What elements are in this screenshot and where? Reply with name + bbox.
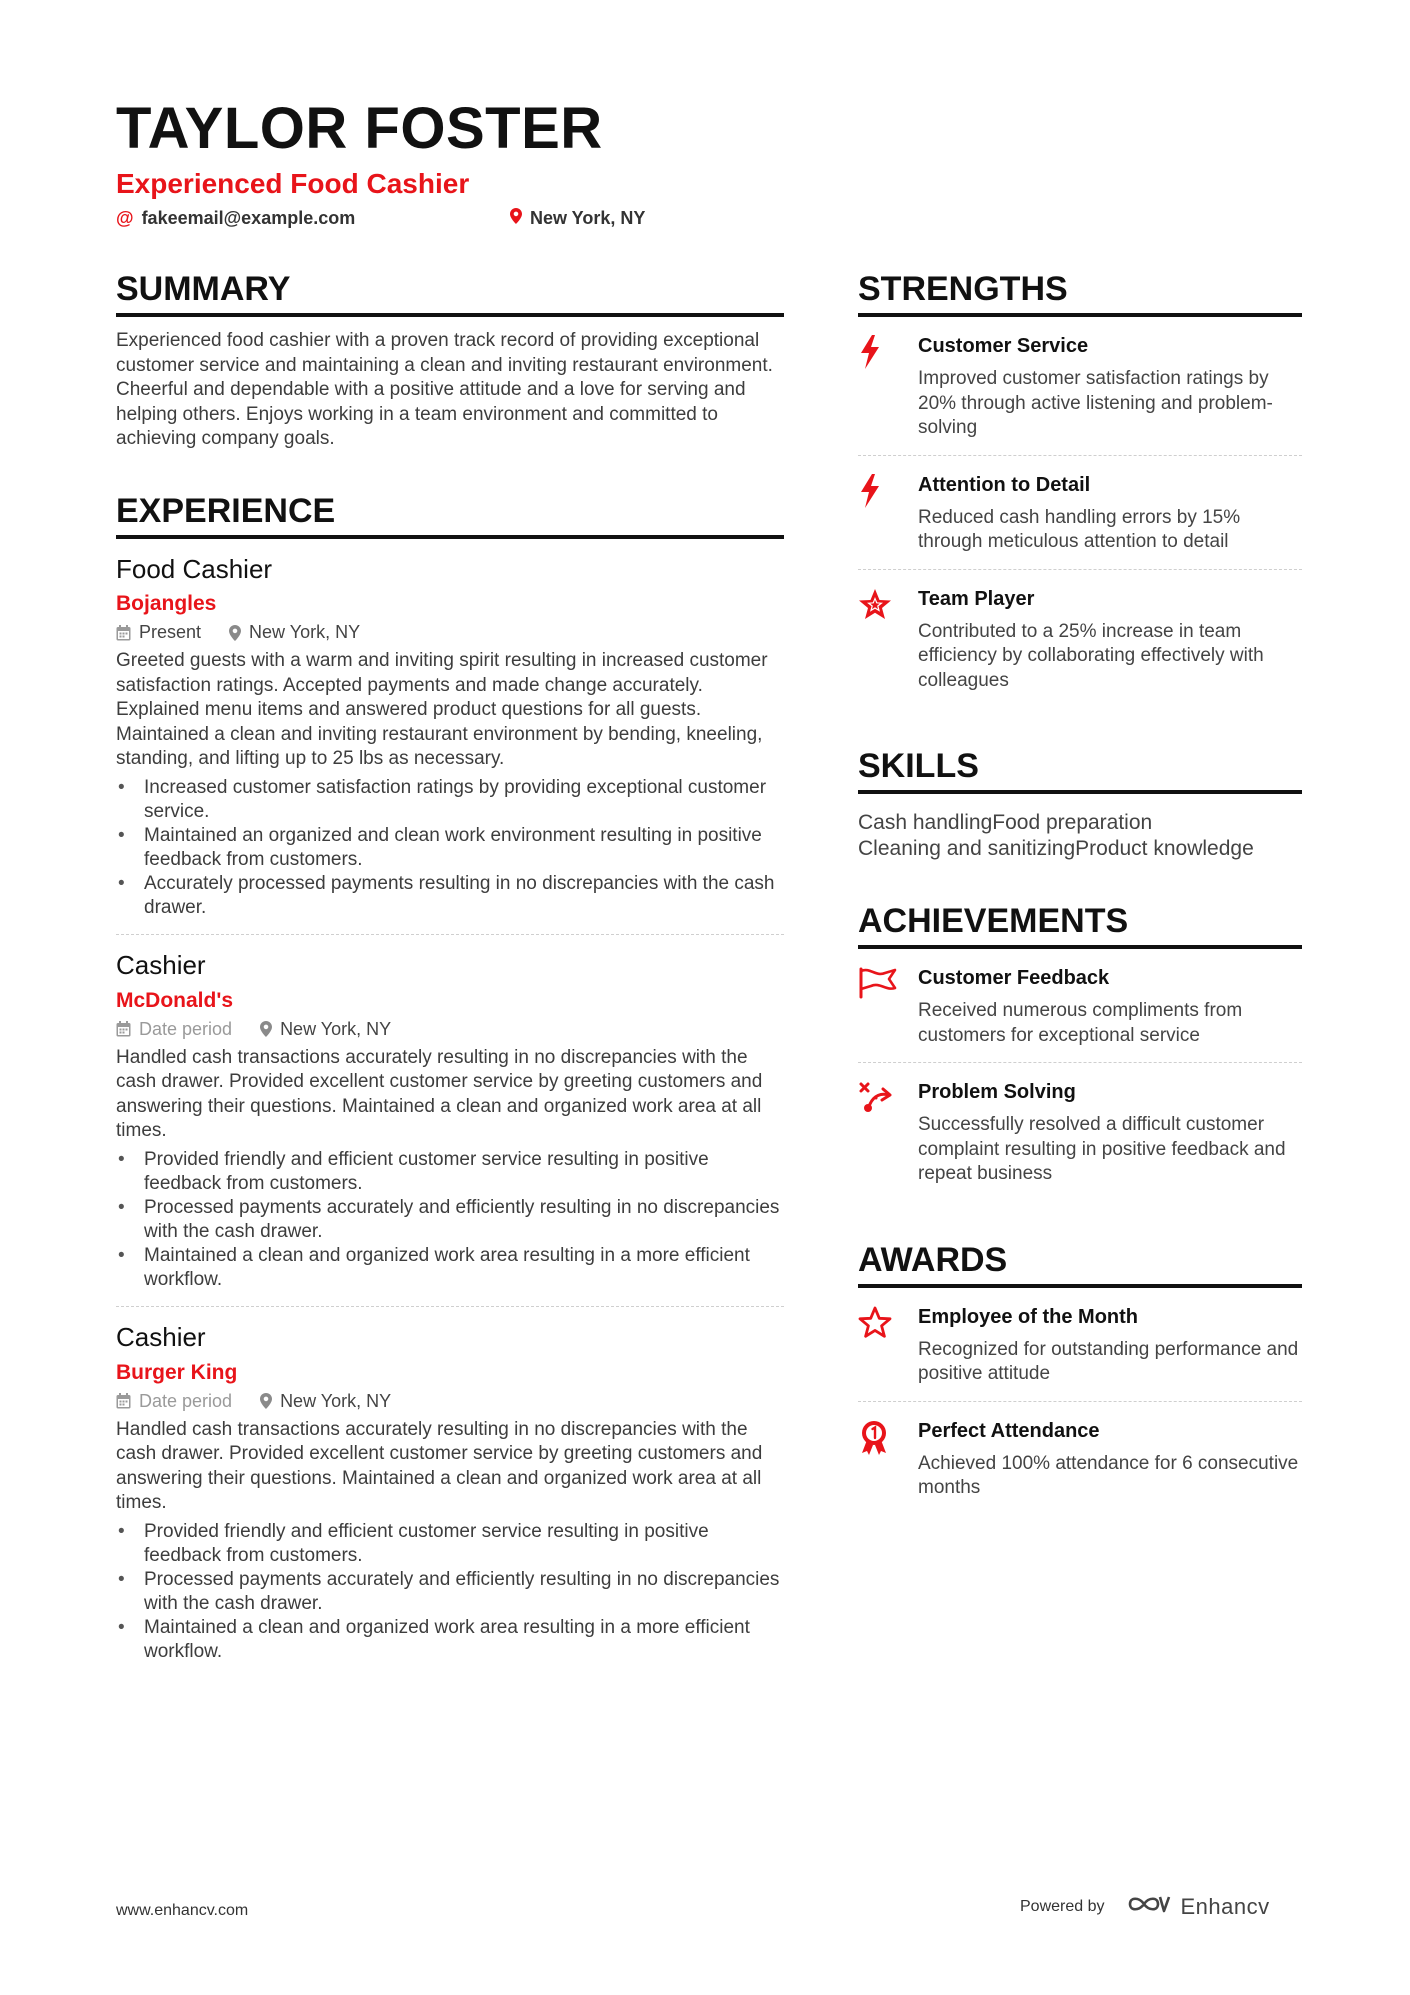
job-title: Cashier <box>116 1321 206 1352</box>
calendar-icon <box>116 625 131 641</box>
lightning-icon <box>858 333 918 441</box>
bullet-item: • Accurately processed payments resulting in no discrepancies with the cash drawer. <box>116 872 784 920</box>
job-location: New York, NY <box>280 1390 392 1411</box>
strategy-icon <box>858 1079 918 1187</box>
strengths-section <box>858 270 1302 707</box>
job-meta <box>116 1391 784 1412</box>
star-outline-icon <box>858 1304 918 1387</box>
enhancv-wordmark: Enhancv <box>1180 1894 1270 1919</box>
summary-text: Experienced food cashier with a proven track record of providing exceptional customer service and maintaining a clean and inviting restaurant environment. Cheerful and dependable with a positive attitude and a love for serving and helping others. Enjoys working in a team environment and committed to achieving company goals. <box>116 330 773 450</box>
awards-heading: AWARDS <box>858 1241 1302 1288</box>
job-date: Date period <box>139 1018 233 1039</box>
candidate-name: TAYLOR FOSTER <box>116 96 603 161</box>
job-meta <box>116 622 784 643</box>
enhancv-logo-icon <box>1127 1893 1171 1921</box>
strength-item <box>858 317 1302 456</box>
calendar-icon <box>116 1021 131 1037</box>
bullet-item: • Provided friendly and efficient customer service resulting in positive feedback from customers. <box>116 1520 784 1568</box>
powered-by-label: Powered by <box>1020 1898 1105 1915</box>
skills-heading: SKILLS <box>858 747 1302 794</box>
achievement-title: Problem Solving <box>918 1081 1076 1104</box>
strength-title: Attention to Detail <box>918 473 1091 496</box>
location-pin-icon <box>510 208 522 229</box>
achievements-heading: ACHIEVEMENTS <box>858 902 1302 949</box>
award-item <box>858 1402 1302 1515</box>
skills-line: Cash handlingFood preparation <box>858 811 1153 835</box>
bullet-item: • Maintained a clean and organized work area resulting in a more efficient workflow. <box>116 1616 784 1664</box>
job-title: Cashier <box>116 949 206 980</box>
job-bullets <box>116 776 784 920</box>
award-description: Recognized for outstanding performance and positive attitude <box>918 1338 1299 1385</box>
at-icon: @ <box>116 208 134 228</box>
left-column <box>116 270 784 1678</box>
company-name: McDonald's <box>116 988 234 1012</box>
job-description: Handled cash transactions accurately resulting in no discrepancies with the cash drawer. Provided excellent customer service by greeting customers and answering their questions. Maintained a clean and organized work area at all times. <box>116 1046 763 1142</box>
lightning-icon <box>858 472 918 555</box>
awards-section <box>858 1241 1302 1515</box>
job-location: New York, NY <box>249 622 361 643</box>
summary-section <box>116 270 784 452</box>
job-entry <box>116 539 784 935</box>
location-text: New York, NY <box>530 208 646 228</box>
location-pin-icon <box>229 625 241 641</box>
award-title: Employee of the Month <box>918 1305 1138 1328</box>
job-bullets <box>116 1520 784 1664</box>
job-meta <box>116 1019 784 1040</box>
job-bullets <box>116 1148 784 1292</box>
strength-title: Customer Service <box>918 335 1089 358</box>
job-entry <box>116 935 784 1307</box>
right-column <box>858 270 1302 1555</box>
company-name: Bojangles <box>116 592 217 616</box>
bullet-item: • Maintained an organized and clean work environment resulting in positive feedback from customers. <box>116 824 784 872</box>
strength-title: Team Player <box>918 587 1035 610</box>
footer-website[interactable]: www.enhancv.com <box>116 1902 249 1919</box>
experience-section <box>116 492 784 1678</box>
strength-item <box>858 456 1302 570</box>
job-title: Food Cashier <box>116 553 273 584</box>
award-title: Perfect Attendance <box>918 1419 1100 1442</box>
job-location: New York, NY <box>280 1018 392 1039</box>
job-description: Greeted guests with a warm and inviting spirit resulting in increased customer satisfaction ratings. Accepted payments and made change accurately. Explained menu items and answered product questions for all guests. Maintained a clean and inviting restaurant environment by bending, kneeling, standing, and lifting up to 25 lbs as necessary. <box>116 650 768 770</box>
candidate-title: Experienced Food Cashier <box>116 168 470 199</box>
bullet-item: • Provided friendly and efficient customer service resulting in positive feedback from customers. <box>116 1148 784 1196</box>
achievement-description: Successfully resolved a difficult customer complaint resulting in positive feedback and repeat business <box>918 1114 1286 1185</box>
achievement-description: Received numerous compliments from customers for exceptional service <box>918 1000 1243 1046</box>
bullet-item: • Maintained a clean and organized work area resulting in a more efficient workflow. <box>116 1244 784 1292</box>
strength-item <box>858 570 1302 708</box>
medal-icon <box>858 1418 918 1501</box>
summary-heading: SUMMARY <box>116 270 784 317</box>
company-name: Burger King <box>116 1360 238 1384</box>
location-pin-icon <box>260 1393 272 1409</box>
skills-list <box>858 810 1302 862</box>
job-description: Handled cash transactions accurately resulting in no discrepancies with the cash drawer. Provided excellent customer service by greeting customers and answering their questions. Maintained a clean and organized work area at all times. <box>116 1418 763 1514</box>
skills-line: Cleaning and sanitizingProduct knowledge <box>858 837 1254 861</box>
achievement-title: Customer Feedback <box>918 967 1110 990</box>
award-description: Achieved 100% attendance for 6 consecutive months <box>918 1452 1299 1499</box>
location-contact <box>510 208 645 229</box>
calendar-icon <box>116 1393 131 1409</box>
job-date: Date period <box>139 1390 233 1411</box>
achievements-section <box>858 902 1302 1201</box>
achievement-item <box>858 949 1302 1063</box>
award-item <box>858 1288 1302 1402</box>
location-pin-icon <box>260 1021 272 1037</box>
skills-section <box>858 747 1302 862</box>
flag-icon <box>858 965 918 1048</box>
enhancv-logo[interactable] <box>1127 1893 1270 1921</box>
footer-powered <box>1020 1893 1270 1921</box>
experience-heading: EXPERIENCE <box>116 492 784 539</box>
job-date: Present <box>139 622 202 643</box>
strength-description: Contributed to a 25% increase in team efficiency by collaborating effectively with colleagues <box>918 620 1264 691</box>
email-contact <box>116 208 355 229</box>
job-entry <box>116 1307 784 1678</box>
achievement-item <box>858 1063 1302 1201</box>
bullet-item: • Processed payments accurately and efficiently resulting in no discrepancies with the cash drawer. <box>116 1568 784 1616</box>
bullet-item: • Processed payments accurately and efficiently resulting in no discrepancies with the cash drawer. <box>116 1196 784 1244</box>
email-text[interactable]: fakeemail@example.com <box>141 208 356 228</box>
strength-description: Improved customer satisfaction ratings by 20% through active listening and problem-solving <box>918 368 1273 439</box>
star-icon <box>858 586 918 694</box>
bullet-item: • Increased customer satisfaction ratings by providing exceptional customer service. <box>116 776 784 824</box>
strength-description: Reduced cash handling errors by 15% through meticulous attention to detail <box>918 506 1241 553</box>
strengths-heading: STRENGTHS <box>858 270 1302 317</box>
